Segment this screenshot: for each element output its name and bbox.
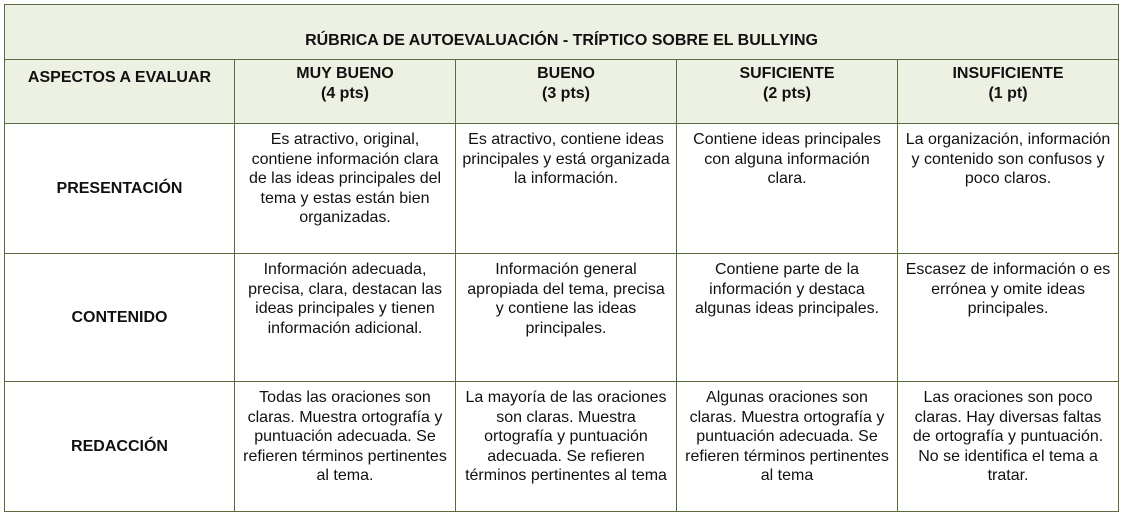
criterion-cell: Contiene parte de la información y destaca algunas ideas principales.	[677, 254, 898, 382]
rubric-title: RÚBRICA DE AUTOEVALUACIÓN - TRÍPTICO SOBRE EL BULLYING	[5, 5, 1119, 60]
header-level-muy-bueno	[235, 60, 456, 124]
criterion-cell: Información adecuada, precisa, clara, destacan las ideas principales y tienen información adicional.	[235, 254, 456, 382]
title-row	[5, 5, 1119, 60]
header-aspects: ASPECTOS A EVALUAR	[5, 60, 235, 124]
criterion-cell: Es atractivo, original, contiene información clara de las ideas principales del tema y estas están bien organizadas.	[235, 124, 456, 254]
level-points: (2 pts)	[763, 85, 811, 102]
aspect-redaccion: REDACCIÓN	[5, 382, 235, 512]
criterion-cell: Contiene ideas principales con alguna información clara.	[677, 124, 898, 254]
header-row	[5, 60, 1119, 124]
level-points: (4 pts)	[321, 85, 369, 102]
aspect-contenido: CONTENIDO	[5, 254, 235, 382]
header-level-insuficiente	[898, 60, 1119, 124]
level-points: (3 pts)	[542, 85, 590, 102]
criterion-cell: Información general apropiada del tema, precisa y contiene las ideas principales.	[456, 254, 677, 382]
level-name: MUY BUENO	[296, 65, 394, 82]
aspect-presentacion: PRESENTACIÓN	[5, 124, 235, 254]
level-name: BUENO	[537, 65, 595, 82]
table-row	[5, 124, 1119, 254]
criterion-cell: Las oraciones son poco claras. Hay diversas faltas de ortografía y puntuación. No se identifica el tema a tratar.	[898, 382, 1119, 512]
table-row	[5, 254, 1119, 382]
criterion-cell: Es atractivo, contiene ideas principales y está organizada la información.	[456, 124, 677, 254]
level-name: SUFICIENTE	[739, 65, 835, 82]
criterion-cell: Todas las oraciones son claras. Muestra ortografía y puntuación adecuada. Se refieren términos pertinentes al tema.	[235, 382, 456, 512]
criterion-cell: Escasez de información o es errónea y omite ideas principales.	[898, 254, 1119, 382]
criterion-cell: La organización, información y contenido son confusos y poco claros.	[898, 124, 1119, 254]
level-name: INSUFICIENTE	[952, 65, 1064, 82]
criterion-cell: La mayoría de las oraciones son claras. Muestra ortografía y puntuación adecuada. Se refieren términos pertinentes al tema	[456, 382, 677, 512]
level-points: (1 pt)	[988, 85, 1028, 102]
criterion-cell: Algunas oraciones son claras. Muestra ortografía y puntuación adecuada. Se refieren términos pertinentes al tema	[677, 382, 898, 512]
header-level-suficiente	[677, 60, 898, 124]
table-row	[5, 382, 1119, 512]
rubric-table	[4, 4, 1119, 512]
header-level-bueno	[456, 60, 677, 124]
